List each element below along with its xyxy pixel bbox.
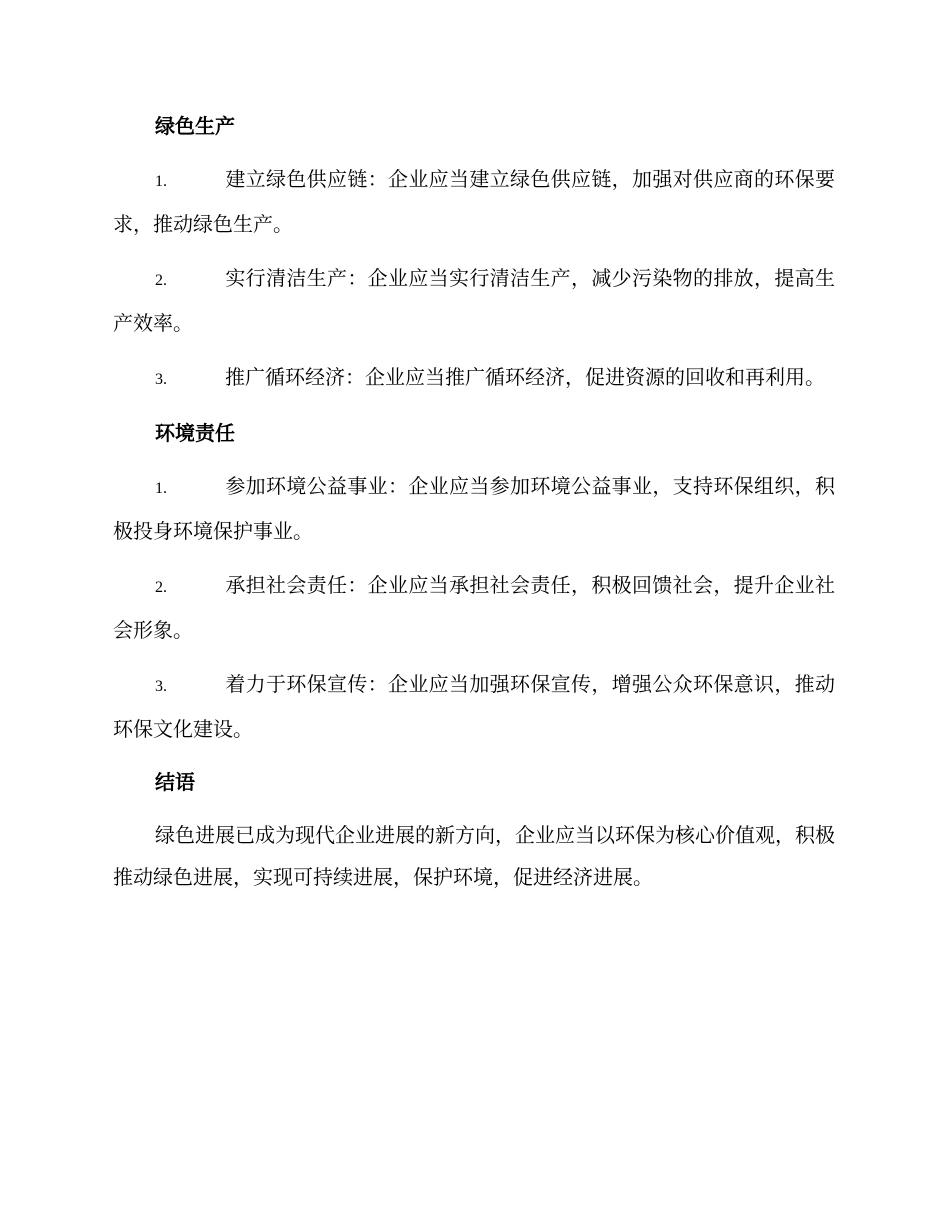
document-page — [113, 106, 835, 898]
item-text: 参加环境公益事业：企业应当参加环境公益事业，支持环保组织，积极投身环境保护事业。 — [113, 474, 835, 543]
item-number: 2. — [155, 579, 167, 596]
list-item — [113, 663, 835, 750]
section-heading: 环境责任 — [155, 421, 235, 445]
list-item — [113, 257, 835, 344]
item-text: 建立绿色供应链：企业应当建立绿色供应链，加强对供应商的环保要求，推动绿色生产。 — [113, 167, 835, 236]
section-heading: 结语 — [155, 770, 195, 794]
item-text: 推广循环经济：企业应当推广循环经济，促进资源的回收和再利用。 — [225, 365, 825, 389]
list-item — [113, 158, 835, 245]
item-number: 1. — [155, 480, 167, 497]
list-item — [113, 564, 835, 651]
item-number: 2. — [155, 272, 167, 289]
section-environmental-responsibility — [113, 413, 835, 750]
item-text: 承担社会责任：企业应当承担社会责任，积极回馈社会，提升企业社会形象。 — [113, 573, 835, 642]
section-green-production — [113, 106, 835, 401]
item-text: 着力于环保宣传：企业应当加强环保宣传，增强公众环保意识，推动环保文化建设。 — [113, 672, 835, 741]
list-item — [113, 356, 835, 401]
item-text: 实行清洁生产：企业应当实行清洁生产，减少污染物的排放，提高生产效率。 — [113, 266, 835, 335]
item-number: 1. — [155, 173, 167, 190]
item-number: 3. — [155, 371, 167, 388]
conclusion-paragraph: 绿色进展已成为现代企业进展的新方向，企业应当以环保为核心价值观，积极推动绿色进展，实现可持续进展，保护环境，促进经济进展。 — [113, 823, 835, 889]
section-conclusion — [113, 762, 835, 898]
list-item — [113, 465, 835, 552]
item-number: 3. — [155, 678, 167, 695]
section-heading: 绿色生产 — [155, 114, 235, 138]
